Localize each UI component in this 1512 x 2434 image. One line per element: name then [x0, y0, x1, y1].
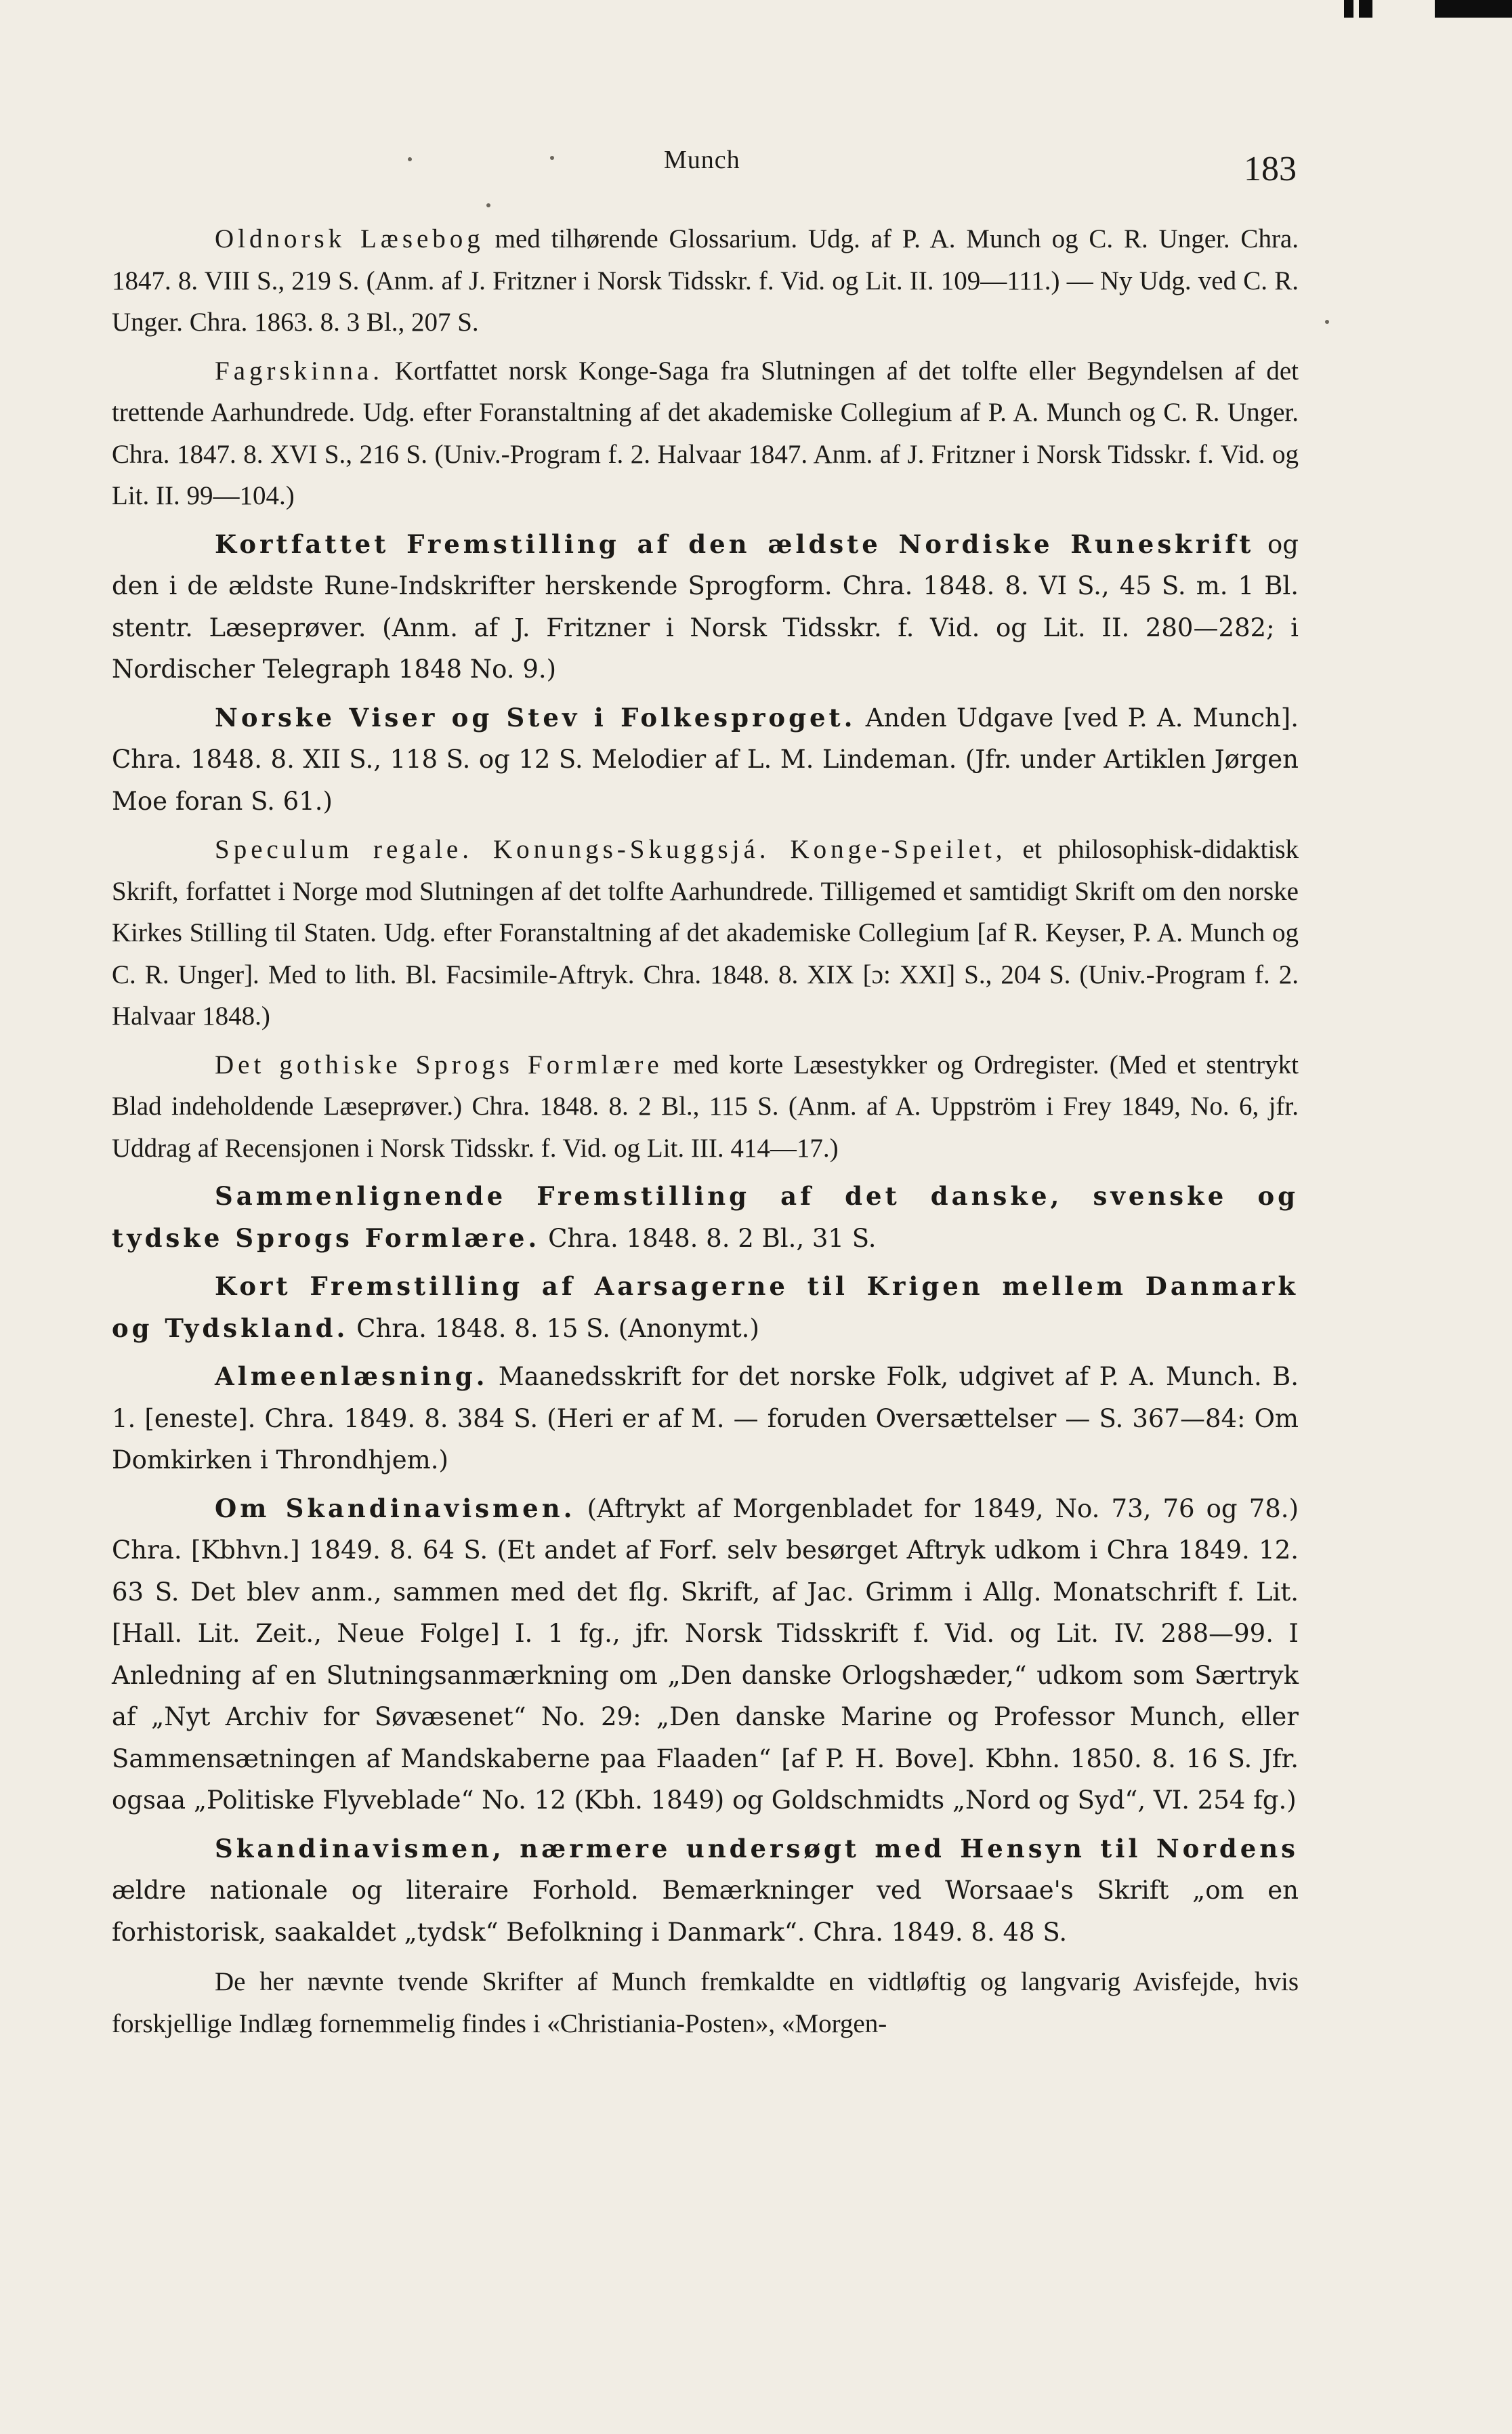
bibliography-entry: [112, 1828, 1299, 1954]
entry-body: Anden Udgave [ved P. A. Munch]. Chra. 1848. 8. XII S., 118 S. og 12 S. Melodier af L. M. Lindeman. (Jfr. under Artiklen Jørgen Moe foran S. 61.): [112, 703, 1299, 816]
entry-title: Skandinavismen, nærmere undersøgt med Hensyn til Nordens: [215, 1833, 1299, 1863]
bibliography-entry: [112, 1266, 1299, 1349]
bibliography-entry: [112, 350, 1299, 517]
bibliography-entry: [112, 1488, 1299, 1821]
entry-title: Fagrskinna.: [215, 356, 384, 386]
entry-body: Chra. 1848. 8. 2 Bl., 31 S.: [540, 1223, 877, 1253]
bibliography-entry: [112, 524, 1299, 690]
bibliography-entry: [112, 218, 1299, 344]
entry-title: Norske Viser og Stev i Folkesproget.: [215, 702, 856, 733]
entry-body: Maanedsskrift for det norske Folk, udgivet af P. A. Munch. B. 1. [eneste]. Chra. 1849. 8. 384 S. (Heri er af M. — foruden Oversættelser — S. 367—84: Om Domkirken i Throndhjem.): [112, 1362, 1299, 1474]
scan-speck: [1325, 320, 1329, 324]
bibliography-entry: [112, 1044, 1299, 1170]
page-number: 183: [1244, 150, 1297, 188]
scan-speck: [486, 203, 490, 207]
entry-body: (Aftrykt af Morgenbladet for 1849, No. 73, 76 og 78.) Chra. [Kbhvn.] 1849. 8. 64 S. (Et andet af Forf. selv besørget Aftryk udkom i Chra 1849. 12. 63 S. Det blev anm., sammen med det flg. Skrift, af Jac. Grimm i Allg. Monatschrift f. Lit. [Hall. Lit. Zeit., Neue Folge] I. 1 fg., jfr. Norsk Tidsskrift f. Vid. og Lit. IV. 288—99. I Anledning af en Slutningsanmærkning om „Den danske Orlogshæder,“ udkom som Særtryk af „Nyt Archiv for Søvæsenet“ No. 29: „Den danske Marine og Professor Munch, eller Sammensætningen af Mandskaberne paa Flaaden“ [af P. H. Bove]. Kbhn. 1850. 8. 16 S. Jfr. ogsaa „Politiske Flyveblade“ No. 12 (Kbh. 1849) og Goldschmidts „Nord og Syd“, VI. 254 fg.): [112, 1493, 1299, 1815]
entry-body: ældre nationale og literaire Forhold. Bemærkninger ved Worsaae's Skrift „om en forhistorisk, saakaldet „tydsk“ Befolkning i Danmark“. Chra. 1849. 8. 48 S.: [112, 1876, 1299, 1947]
entry-body: Kortfattet norsk Konge-Saga fra Slutningen af det tolfte eller Begyndelsen af det trettende Aarhundrede. Udg. efter Foranstaltning af det akademiske Collegium af P. A. Munch og C. R. Unger. Chra. 1847. 8. XVI S., 216 S. (Univ.-Program f. 2. Halvaar 1847. Anm. af J. Fritzner i Norsk Tidsskr. f. Vid. og Lit. II. 99—104.): [112, 356, 1299, 510]
bibliography-entry: [112, 829, 1299, 1037]
entry-title: Sammenlignende Fremstilling af det danske, svenske og tydske Sprogs Formlære.: [112, 1181, 1299, 1253]
scan-edge-mark: [1344, 0, 1353, 18]
entry-title: Om Skandinavismen.: [215, 1493, 576, 1523]
entry-title: Kort Fremstilling af Aarsagerne til Krigen mellem Danmark og Tydskland.: [112, 1271, 1299, 1343]
entry-title: Almeenlæsning.: [215, 1361, 488, 1391]
bibliography-entry: [112, 697, 1299, 823]
bibliography-text: [112, 218, 1299, 2051]
entry-body: med tilhørende Glossarium. Udg. af P. A. Munch og C. R. Unger. Chra. 1847. 8. VIII S., 219 S. (Anm. af J. Fritzner i Norsk Tidsskr. f. Vid. og Lit. II. 109—111.) — Ny Udg. ved C. R. Unger. Chra. 1863. 8. 3 Bl., 207 S.: [112, 224, 1299, 337]
scan-edge-mark: [1435, 0, 1512, 18]
scan-edge-mark: [1359, 0, 1372, 18]
entry-title: Kortfattet Fremstilling af den ældste Nordiske Runeskrift: [215, 529, 1255, 559]
bibliography-entry: [112, 1356, 1299, 1481]
bibliography-entry: [112, 1176, 1299, 1259]
closing-paragraph: De her nævnte tvende Skrifter af Munch fremkaldte en vidtløftig og langvarig Avisfejde, hvis forskjellige Indlæg fornemmelig findes i «Christiania-Posten», «Morgen-: [112, 1967, 1299, 2038]
scan-speck: [408, 157, 412, 161]
entry-title: Oldnorsk Læsebog: [215, 224, 484, 253]
entry-body: et philosophisk-didaktisk Skrift, forfattet i Norge mod Slutningen af det tolfte Aarhundrede. Tilligemed et samtidigt Skrift om den norske Kirkes Stilling til Staten. Udg. efter Foranstaltning af det akademiske Collegium [af R. Keyser, P. A. Munch og C. R. Unger]. Med to lith. Bl. Facsimile-Aftryk. Chra. 1848. 8. XIX [ɔ: XXI] S., 204 S. (Univ.-Program f. 2. Halvaar 1848.): [112, 835, 1299, 1031]
entry-body: med korte Læsestykker og Ordregister. (Med et stentrykt Blad indeholdende Læseprøver.) Chra. 1848. 8. 2 Bl., 115 S. (Anm. af A. Uppström i Frey 1849, No. 6, jfr. Uddrag af Recensjonen i Norsk Tidsskr. f. Vid. og Lit. III. 414—17.): [112, 1050, 1299, 1163]
entry-body: Chra. 1848. 8. 15 S. (Anonymt.): [348, 1313, 759, 1343]
running-head: Munch: [664, 146, 740, 174]
entry-title: Speculum regale. Konungs-Skuggsjá. Konge-Speilet,: [215, 835, 1007, 864]
scan-speck: [550, 156, 554, 160]
entry-title: Det gothiske Sprogs Formlære: [215, 1050, 663, 1079]
entry-body: og den i de ældste Rune-Indskrifter herskende Sprogform. Chra. 1848. 8. VI S., 45 S. m. 1 Bl. stentr. Læseprøver. (Anm. af J. Fritzner i Norsk Tidsskr. f. Vid. og Lit. II. 280—282; i Nordischer Telegraph 1848 No. 9.): [112, 529, 1299, 684]
